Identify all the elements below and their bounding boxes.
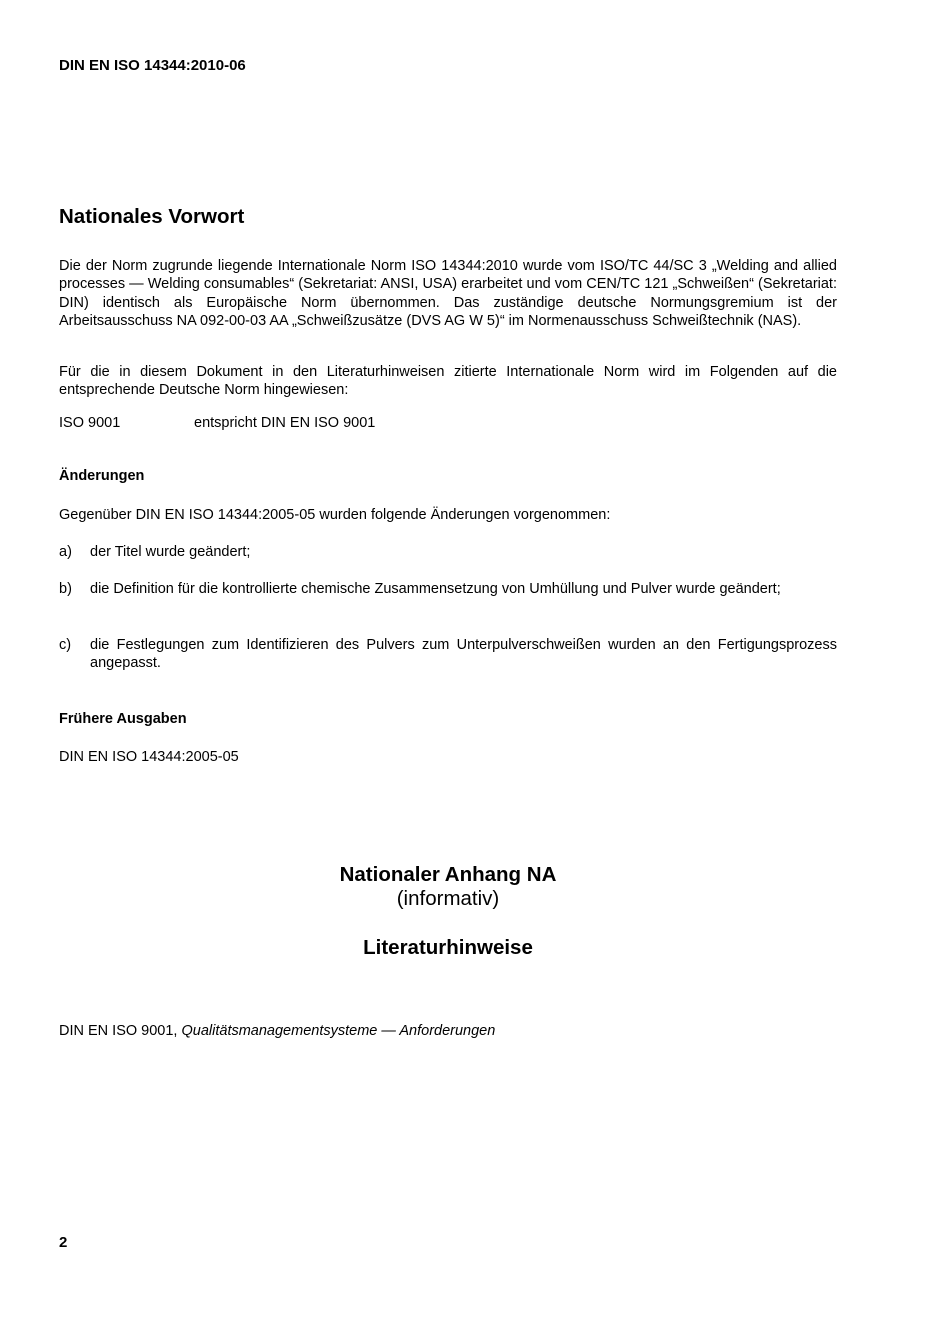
correspondence-iso: ISO 9001 — [59, 415, 121, 431]
page-number: 2 — [59, 1234, 68, 1251]
annex-subtitle: (informativ) — [396, 887, 500, 910]
annex-title: Nationaler Anhang NA — [339, 863, 557, 886]
change-item-text: der Titel wurde geändert; — [90, 544, 251, 560]
previous-editions-heading: Frühere Ausgaben — [59, 711, 187, 727]
foreword-title: Nationales Vorwort — [59, 205, 245, 228]
changes-heading: Änderungen — [59, 468, 145, 484]
foreword-paragraph-2: Für die in diesem Dokument in den Literaturhinweisen zitierte Internationale Norm wird im Folgenden auf die entsprechende Deutsche Norm hingewiesen: — [59, 364, 837, 399]
change-item-text: die Definition für die kontrollierte chemische Zusammensetzung von Umhüllung und Pulver wurde geändert; — [90, 581, 781, 597]
reference-title: Qualitätsmanagementsysteme — Anforderungen — [181, 1023, 496, 1039]
reference-code: DIN EN ISO 9001, — [59, 1023, 178, 1039]
change-item-label: b) — [59, 581, 72, 597]
foreword-paragraph-1: Die der Norm zugrunde liegende Internationale Norm ISO 14344:2010 wurde vom ISO/TC 44/SC 3 „Welding and allied processes — Welding consumables“ (Sekretariat: ANSI, USA) erarbeitet und vom CEN/TC 121 „Schweißen“ (Sekretariat: DIN) identisch als Europäische Norm übernommen. Das zuständige deutsche Normungsgremium ist der Arbeitsausschuss NA 092-00-03 AA „Schweißzusätze (DVS AG W 5)“ im Normenausschuss Schweißtechnik (NAS). — [59, 258, 837, 329]
change-item-label: a) — [59, 544, 72, 560]
bibliography-reference — [59, 1022, 495, 1040]
changes-intro: Gegenüber DIN EN ISO 14344:2005-05 wurden folgende Änderungen vorgenommen: — [59, 507, 611, 523]
correspondence-din: entspricht DIN EN ISO 9001 — [194, 415, 376, 431]
bibliography-title: Literaturhinweise — [363, 936, 533, 959]
previous-editions-value: DIN EN ISO 14344:2005-05 — [59, 749, 239, 765]
change-item-label: c) — [59, 637, 72, 653]
change-item-text: die Festlegungen zum Identifizieren des Pulvers zum Unterpulverschweißen wurden an den Fertigungsprozess angepasst. — [90, 637, 837, 672]
document-id-header: DIN EN ISO 14344:2010-06 — [59, 57, 246, 74]
